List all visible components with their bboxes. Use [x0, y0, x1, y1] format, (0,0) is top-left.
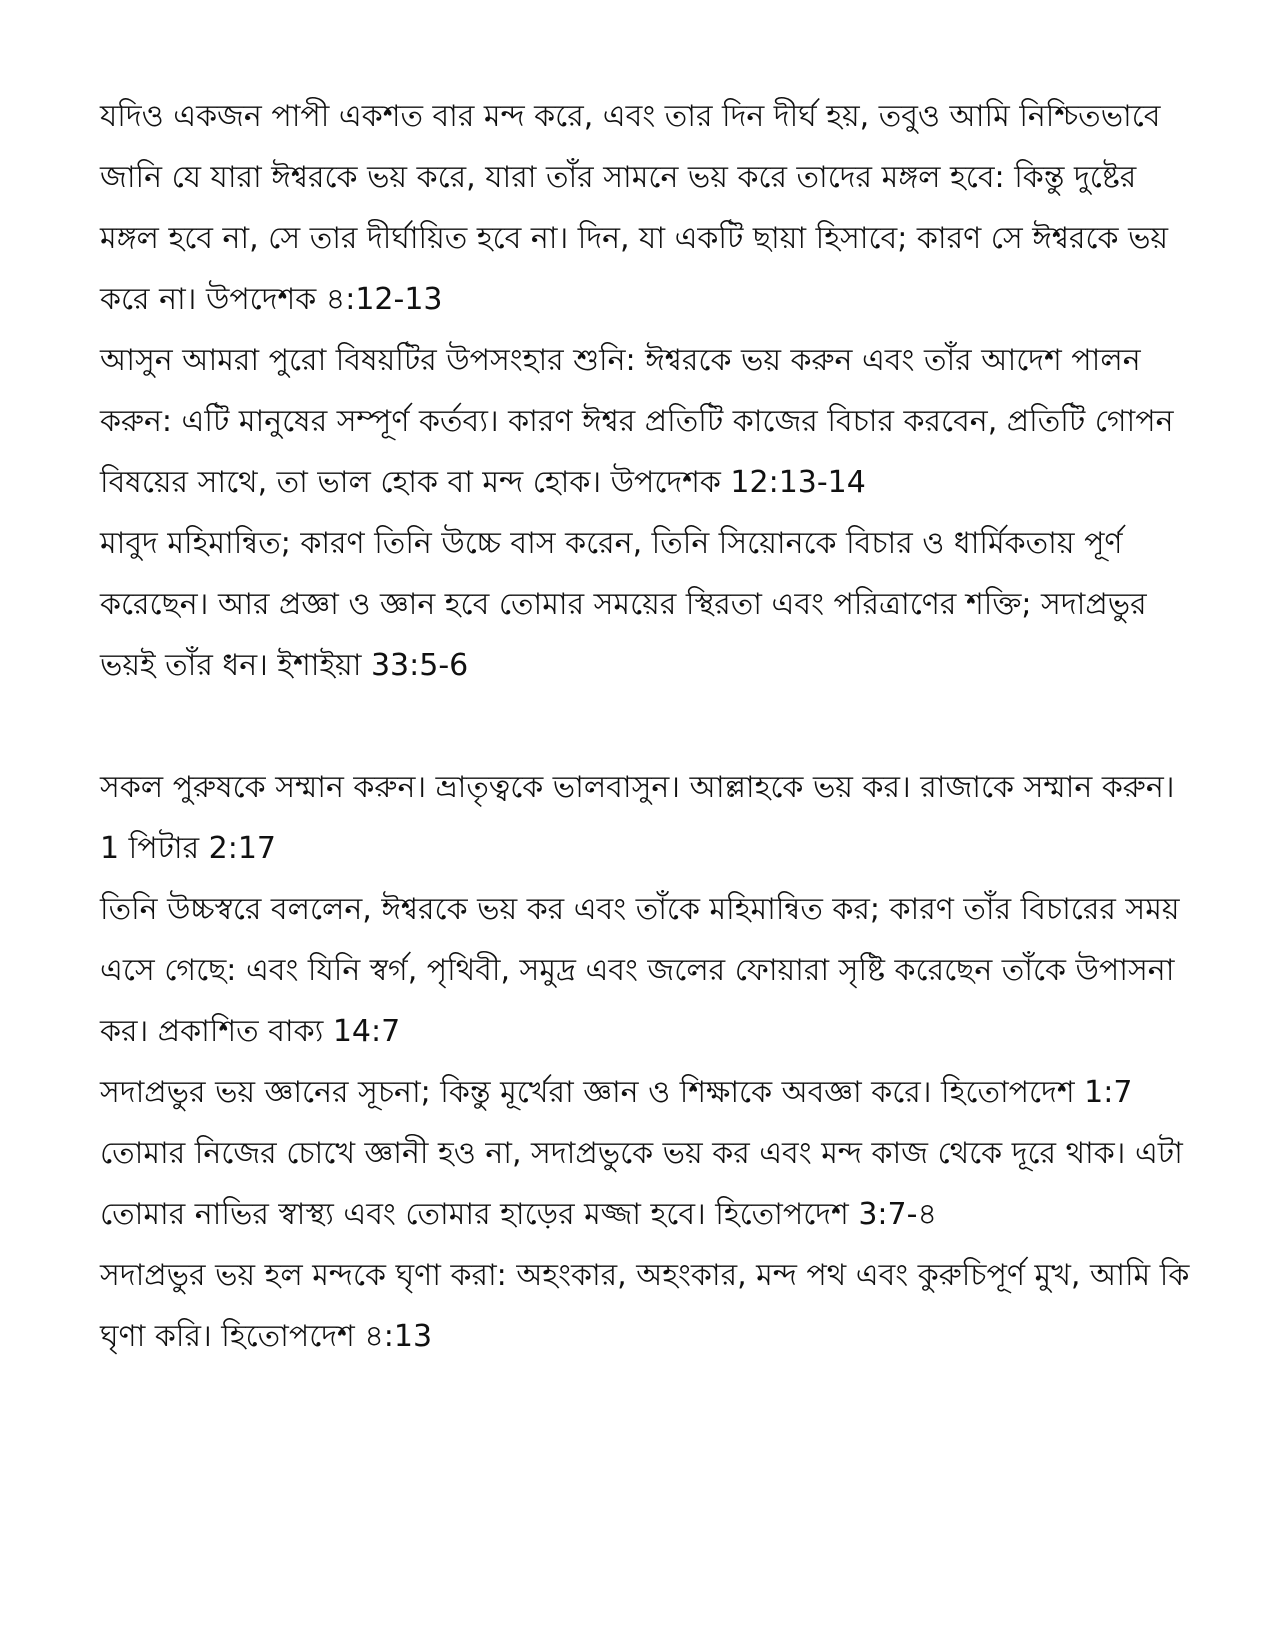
paragraph-gap — [100, 696, 1190, 757]
passage-proverbs-8-13: সদাপ্রভুর ভয় হল মন্দকে ঘৃণা করা: অহংকার, অহংকার, মন্দ পথ এবং কুরুচিপূর্ণ মুখ, আমি কি ঘৃণা করি। হিতোপদেশ ৪:13 — [100, 1258, 1190, 1354]
document-body — [100, 86, 1190, 1367]
passage-proverbs-1-7: সদাপ্রভুর ভয় জ্ঞানের সূচনা; কিন্তু মূর্খেরা জ্ঞান ও শিক্ষাকে অবজ্ঞা করে। হিতোপদেশ 1:7 — [100, 1075, 1133, 1110]
passage-1-peter-2-17: সকল পুরুষকে সম্মান করুন। ভ্রাতৃত্বকে ভালবাসুন। আল্লাহকে ভয় কর। রাজাকে সম্মান করুন। 1 পিটার 2:17 — [100, 770, 1175, 866]
passage-isaiah-33-5: মাবুদ মহিমান্বিত; কারণ তিনি উচ্চে বাস করেন, তিনি সিয়োনকে বিচার ও ধার্মিকতায় পূর্ণ করেছেন। আর প্রজ্ঞা ও জ্ঞান হবে তোমার সময়ের স্থিরতা এবং পরিত্রাণের শক্তি; সদাপ্রভুর ভয়ই তাঁর ধন। ইশাইয়া 33:5-6 — [100, 526, 1147, 683]
passage-proverbs-3-7: তোমার নিজের চোখে জ্ঞানী হও না, সদাপ্রভুকে ভয় কর এবং মন্দ কাজ থেকে দূরে থাক। এটা তোমার নাভির স্বাস্থ্য এবং তোমার হাড়ের মজ্জা হবে। হিতোপদেশ 3:7-৪ — [100, 1136, 1183, 1232]
passage-ecclesiastes-12-13: আসুন আমরা পুরো বিষয়টির উপসংহার শুনি: ঈশ্বরকে ভয় করুন এবং তাঁর আদেশ পালন করুন: এটি মানুষের সম্পূর্ণ কর্তব্য। কারণ ঈশ্বর প্রতিটি কাজের বিচার করবেন, প্রতিটি গোপন বিষয়ের সাথে, তা ভাল হোক বা মন্দ হোক। উপদেশক 12:13-14 — [100, 343, 1174, 500]
passage-ecclesiastes-8-12: যদিও একজন পাপী একশত বার মন্দ করে, এবং তার দিন দীর্ঘ হয়, তবুও আমি নিশ্চিতভাবে জানি যে যারা ঈশ্বরকে ভয় করে, যারা তাঁর সামনে ভয় করে তাদের মঙ্গল হবে: কিন্তু দুষ্টের মঙ্গল হবে না, সে তার দীর্ঘায়িত হবে না। দিন, যা একটি ছায়া হিসাবে; কারণ সে ঈশ্বরকে ভয় করে না। উপদেশক ৪:12-13 — [100, 99, 1169, 317]
passage-revelation-14-7: তিনি উচ্চস্বরে বললেন, ঈশ্বরকে ভয় কর এবং তাঁকে মহিমান্বিত কর; কারণ তাঁর বিচারের সময় এসে গেছে: এবং যিনি স্বর্গ, পৃথিবী, সমুদ্র এবং জলের ফোয়ারা সৃষ্টি করেছেন তাঁকে উপাসনা কর। প্রকাশিত বাক্য 14:7 — [100, 892, 1180, 1049]
